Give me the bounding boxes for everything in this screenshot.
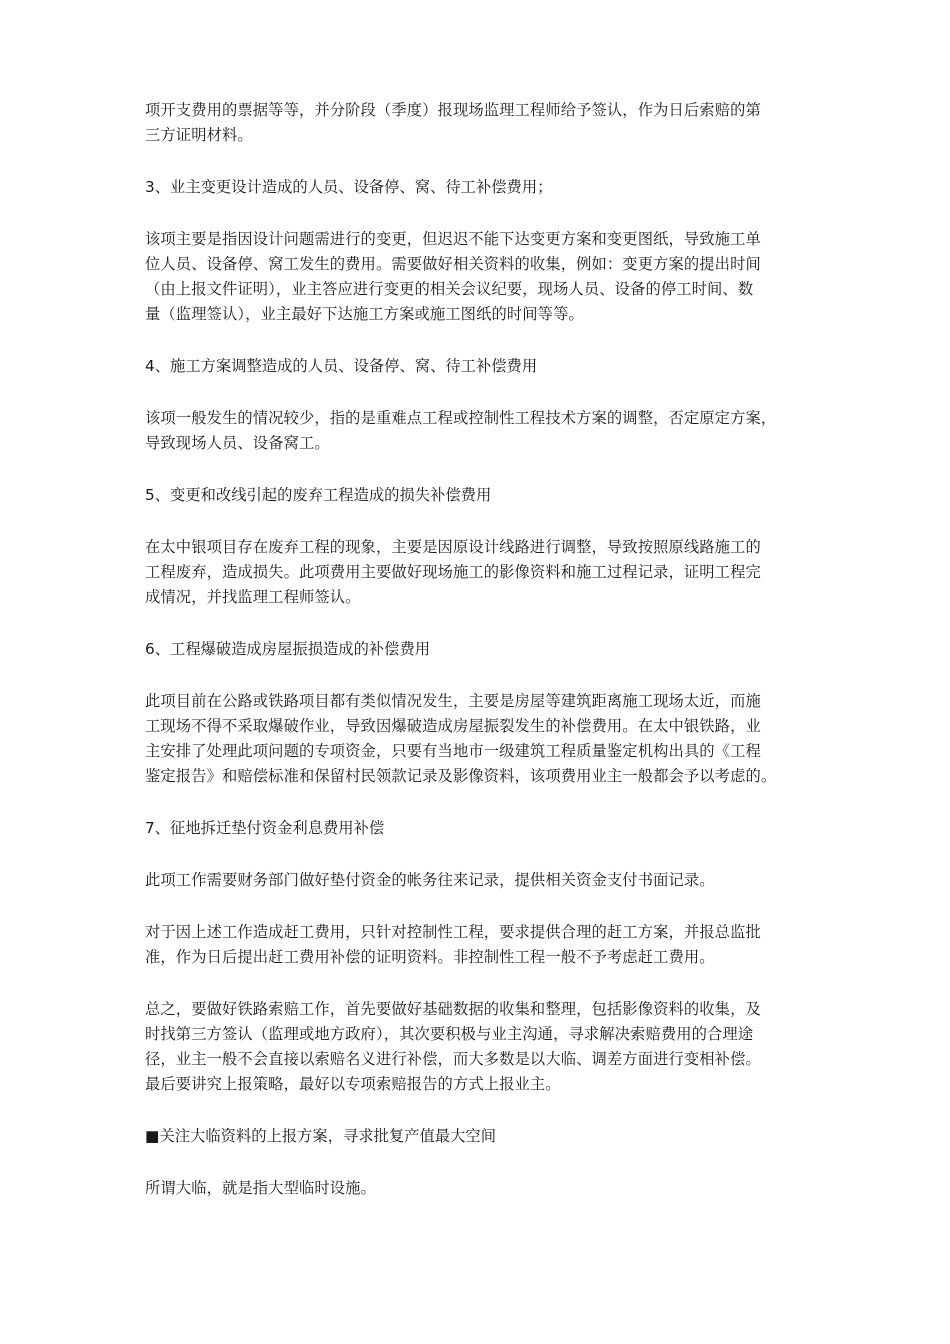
paragraph-plan-adjustment (145, 406, 810, 456)
text-line: 准，作为日后提出赶工费用补偿的证明资料。非控制性工程一般不予考虑赶工费用。 (145, 948, 715, 966)
text-line: 时找第三方签认（监理或地方政府），其次要积极与业主沟通，寻求解决索赔费用的合理途 (145, 1025, 754, 1043)
paragraph-rush-cost (145, 920, 810, 970)
section-heading-4: 4、施工方案调整造成的人员、设备停、窝、待工补偿费用 (145, 357, 538, 375)
text-line: 成情况，并找监理工程师签认。 (145, 588, 361, 606)
text-line: 最后要讲究上报策略，最好以专项索赔报告的方式上报业主。 (145, 1075, 561, 1093)
paragraph-claims-evidence (145, 98, 810, 148)
section-heading-temporary-facilities: ■关注大临资料的上报方案，寻求批复产值最大空间 (145, 1127, 496, 1145)
text-line: 位人员、设备停、窝工发生的费用。需要做好相关资料的收集，例如：变更方案的提出时间 (145, 255, 761, 273)
paragraph-summary (145, 997, 810, 1097)
text-line: 此项目前在公路或铁路项目都有类似情况发生，主要是房屋等建筑距离施工现场太近，而施 (145, 692, 761, 710)
paragraph-design-change (145, 227, 810, 327)
text-line: 所谓大临，就是指大型临时设施。 (145, 1179, 376, 1197)
text-line: 总之，要做好铁路索赔工作，首先要做好基础数据的收集和整理，包括影像资料的收集，及 (145, 1000, 761, 1018)
text-line: 导致现场人员、设备窝工。 (145, 434, 330, 452)
text-line: 该项一般发生的情况较少，指的是重难点工程或控制性工程技术方案的调整，否定原定方案， (145, 409, 777, 427)
section-heading-3: 3、业主变更设计造成的人员、设备停、窝、待工补偿费用； (145, 178, 553, 196)
section-heading-6: 6、工程爆破造成房屋振损造成的补偿费用 (145, 640, 431, 658)
text-line: 鉴定报告》和赔偿标准和保留村民领款记录及影像资料，该项费用业主一般都会予以考虑的。 (145, 767, 777, 785)
text-line: 主安排了处理此项问题的专项资金，只要有当地市一级建筑工程质量鉴定机构出具的《工程 (145, 742, 761, 760)
paragraph-blasting-damage (145, 689, 810, 789)
text-line: （由上报文件证明），业主答应进行变更的相关会议纪要，现场人员、设备的停工时间、数 (145, 280, 754, 298)
text-line: 对于因上述工作造成赶工费用，只针对控制性工程，要求提供合理的赶工方案，并报总监批 (145, 923, 761, 941)
document-body (145, 98, 810, 1228)
paragraph-advance-interest (145, 868, 810, 893)
text-line: 工现场不得不采取爆破作业，导致因爆破造成房屋振裂发生的补偿费用。在太中银铁路，业 (145, 717, 761, 735)
text-line: 项开支费用的票据等等，并分阶段（季度）报现场监理工程师给予签认，作为日后索赔的第 (145, 101, 761, 119)
text-line: 此项工作需要财务部门做好垫付资金的帐务往来记录，提供相关资金支付书面记录。 (145, 871, 715, 889)
section-heading-7: 7、征地拆迁垫付资金利息费用补偿 (145, 819, 385, 837)
text-line: 量（监理签认），业主最好下达施工方案或施工图纸的时间等等。 (145, 305, 584, 323)
text-line: 在太中银项目存在废弃工程的现象，主要是因原设计线路进行调整，导致按照原线路施工的 (145, 538, 761, 556)
paragraph-abandoned-works (145, 535, 810, 610)
text-line: 该项主要是指因设计问题需进行的变更，但迟迟不能下达变更方案和变更图纸，导致施工单 (145, 230, 761, 248)
section-heading-5: 5、变更和改线引起的废弃工程造成的损失补偿费用 (145, 486, 492, 504)
text-line: 工程废弃，造成损失。此项费用主要做好现场施工的影像资料和施工过程记录，证明工程完 (145, 563, 761, 581)
text-line: 径，业主一般不会直接以索赔名义进行补偿，而大多数是以大临、调差方面进行变相补偿。 (145, 1050, 761, 1068)
text-line: 三方证明材料。 (145, 126, 253, 144)
paragraph-temporary-facilities-definition (145, 1176, 810, 1201)
